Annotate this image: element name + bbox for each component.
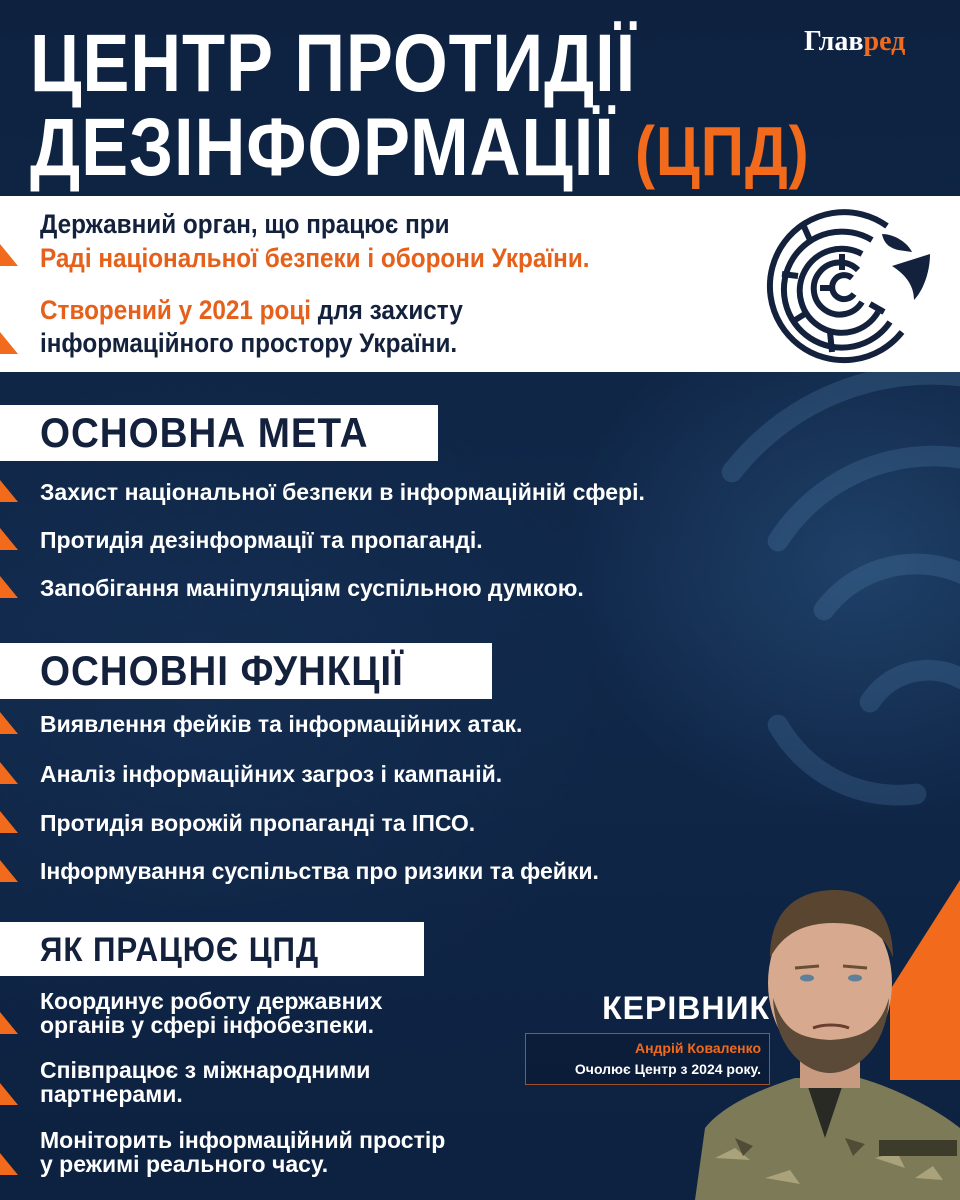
- goal-item-2: Протидія дезінформації та пропаганді.: [40, 527, 483, 553]
- how-item-3: Моніторить інформаційний простір у режимі реального часу.: [40, 1127, 446, 1177]
- leader-description: Очолює Центр з 2024 року.: [574, 1061, 761, 1077]
- how-item-1: Координує роботу державних органів у сфері інфобезпеки.: [40, 988, 383, 1038]
- triangle-bullet-icon: [0, 1153, 18, 1175]
- function-item-3: Протидія ворожій пропаганді та ІПСО.: [40, 810, 476, 836]
- section-header-functions: ОСНОВНІ ФУНКЦІЇ: [0, 643, 492, 699]
- triangle-bullet-icon: [0, 528, 18, 550]
- section-header-goal: ОСНОВНА МЕТА: [0, 405, 438, 461]
- triangle-bullet-icon: [0, 762, 18, 784]
- triangle-bullet-icon: [0, 332, 18, 354]
- triangle-bullet-icon: [0, 244, 18, 266]
- background-maze-pattern: [640, 330, 960, 890]
- triangle-bullet-icon: [0, 811, 18, 833]
- maze-eagle-emblem-icon: [762, 204, 932, 366]
- section-header-how-it-works: ЯК ПРАЦЮЄ ЦПД: [0, 922, 424, 976]
- triangle-bullet-icon: [0, 576, 18, 598]
- intro-line-3: Створений у 2021 році для захисту: [40, 295, 463, 325]
- triangle-bullet-icon: [0, 1083, 18, 1105]
- triangle-bullet-icon: [0, 712, 18, 734]
- how-item-2: Співпрацює з міжнародними партнерами.: [40, 1057, 371, 1107]
- title-abbreviation: (ЦПД): [635, 112, 810, 190]
- intro-line-4: інформаційного простору України.: [40, 328, 458, 358]
- leader-card: [525, 1033, 770, 1085]
- intro-line-1: Державний орган, що працює при: [40, 209, 450, 239]
- intro-line-2: Раді національної безпеки і оборони України.: [40, 243, 590, 273]
- triangle-bullet-icon: [0, 860, 18, 882]
- goal-item-1: Захист національної безпеки в інформаційній сфері.: [40, 479, 645, 505]
- glavred-logo: Главред: [804, 26, 906, 57]
- function-item-4: Інформування суспільства про ризики та фейки.: [40, 858, 599, 884]
- intro-band: [0, 196, 960, 372]
- goal-item-3: Запобігання маніпуляціям суспільною думкою.: [40, 575, 584, 601]
- title-line-1: ЦЕНТР ПРОТИДІЇ: [30, 18, 636, 109]
- leader-name: Андрій Коваленко: [634, 1040, 761, 1056]
- title-line-2: ДЕЗІНФОРМАЦІЇ (ЦПД): [30, 102, 810, 193]
- function-item-2: Аналіз інформаційних загроз і кампаній.: [40, 761, 503, 787]
- function-item-1: Виявлення фейків та інформаційних атак.: [40, 711, 523, 737]
- leader-label: КЕРІВНИК: [602, 990, 770, 1026]
- triangle-bullet-icon: [0, 480, 18, 502]
- page-title: [30, 18, 810, 193]
- triangle-bullet-icon: [0, 1012, 18, 1034]
